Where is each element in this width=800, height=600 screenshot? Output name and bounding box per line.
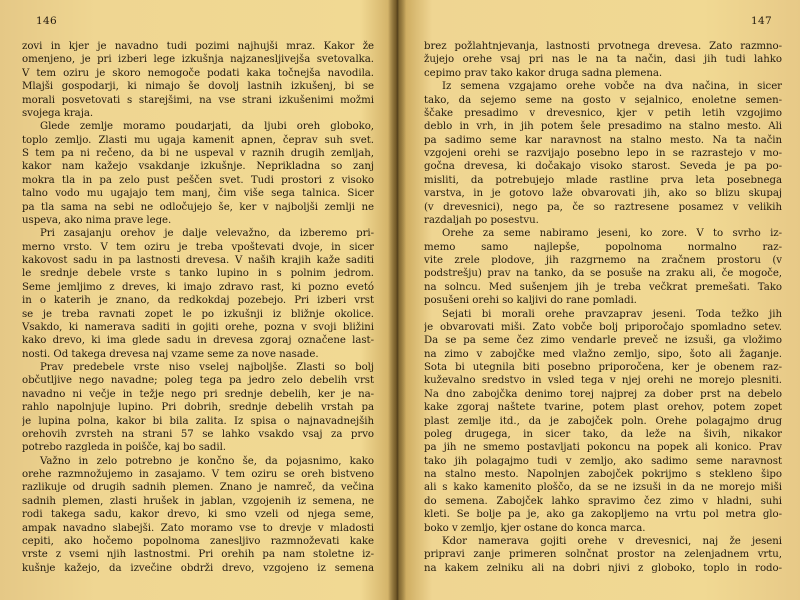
text-line: deblo in vrh, in jih potem šele presadimo na stalno mesto. Ali [424, 121, 782, 133]
text-line: cepiti, ako hočemo popolnoma zanesljivo razmnoževati kake [22, 535, 374, 547]
text-line: omenjeno, je pri izberi lege izkušnja najzanesljivejša svetovalka. [22, 54, 374, 66]
text-line: orehovih zvrsteh na strani 57 se lahko vsakdo vsaj za prvo [22, 428, 374, 440]
text-line: Važno in zelo potrebno je končno še, da pojasnimo, kako [40, 455, 374, 467]
text-line: boko v zemljo, kjer ostane do konca marca. [424, 522, 646, 534]
text-line: podstrešju) prav na tanko, da se posuše na zraku ali, če mogoče, [424, 268, 782, 280]
text-line: kleti. Se bolje pa je, ako ga zakopljemo na vrtu pol metra glo- [424, 509, 782, 521]
book-gutter [388, 0, 406, 600]
text-line: na stalno mesto. Napolnjen zabojček pokrijmo s stekleno šipo [424, 469, 782, 480]
text-line: tako, da sejemo seme na gosto v sejalnico, enoletne semen- [424, 94, 782, 106]
right-page [424, 0, 782, 600]
text-line: morali posvetovati s starejšimi, na vse strani izkušenimi možmi [22, 94, 374, 106]
right-page-number: 147 [751, 15, 772, 27]
text-line: Orehe za seme nabiramo jeseni, ko zore. V to svrho iz- [442, 228, 782, 240]
text-line: razlikuje od drugih sadnih plemen. Znano je namreč, da večina [22, 482, 374, 494]
text-line: sadnih plemen, zlasti hrušek in jablan, vzgojenih iz semena, ne [22, 495, 374, 507]
text-line: do semena. Zabojček lahko spravimo čez zimo v hladni, suhi [424, 495, 782, 507]
left-page-text [22, 40, 374, 575]
text-line: pripravi zanje primeren solnčnat prostor na zelenjadnem vrtu, [424, 549, 782, 561]
text-line: Da se pa seme čez zimo vendarle preveč ne izsuši, ga vložimo [424, 335, 782, 347]
text-line: vzgojeni orehi se razvijajo posebno lepo in se razrastejo v mo- [424, 148, 782, 159]
text-line: je obvarovati miši. Zato vobče bolj priporočajo spomladno setev. [424, 321, 782, 333]
text-line: Sejati bi morali orehe pravzaprav jeseni. Toda težko jih [442, 308, 782, 320]
text-line: le srednje debele vrste s tanko lupino in s polnim jedrom. [22, 268, 374, 280]
text-line: pa sadimo seme kar naravnost na stalno mesto. Na ta način [424, 134, 782, 146]
text-line: Kdor namerava gojiti orehe v drevesnici, naj že jeseni [442, 535, 782, 547]
text-line: razdaljah po posestvu. [424, 214, 539, 226]
right-page-text [424, 40, 782, 575]
text-line: pa tla sama na sebi ne odločujejo še, ker v najboljši zemlji ne [22, 201, 374, 213]
text-line: brez požlahtnjevanja, lastnosti prvotnega drevesa. Zato razmno- [424, 41, 782, 52]
text-line: potrebo razgleda in poišče, kaj bo sadil. [22, 442, 226, 454]
text-line: Mlajši gospodarji, ki nimajo še dovolj lastnih izkušenj, bi se [22, 81, 374, 93]
left-page [22, 0, 374, 600]
text-line: in o katerih je znano, da redkokdaj pozebejo. Pri izberi vrst [22, 295, 374, 307]
text-line: kušnje kažejo, da izvečine obdrži drevo, vzgojeno iz semena [22, 562, 374, 574]
text-line: toplo zemljo. Zlasti mu ugaja kamenit apnen, čeprav suh svet. [22, 134, 374, 146]
text-line: cepimo prav tako kakor druga sadna plemena. [424, 67, 663, 79]
text-line: uspeva, ako nima prave lege. [22, 214, 172, 226]
text-line: kakovost sadu in pa lastnosti drevesa. V našiħ krajih kaže saditi [22, 255, 374, 266]
text-line: Seme jemljimo z dreves, ki imajo zdravo rast, ki pozno evetó [22, 281, 374, 293]
text-line: na kakem zelniku ali na dobri njivi z globoko, toplo in rodo- [424, 562, 782, 574]
text-line: plast zemlje itd., da je zabojček poln. Orehe polagajmo drug [424, 415, 782, 427]
text-line: se je treba ravnati zopet le po izkušnji iz bližnje okolice. [22, 308, 374, 320]
text-line: ščake presadimo v drevesnico, kjer v petih letih vzgojimo [424, 107, 782, 119]
text-line: kake zgoraj naštete tvarine, potem plast orehov, potem zopet [424, 402, 782, 414]
text-line: ali s kako kamenito ploščo, da se ne izsuši in da ne morejo miši [424, 482, 782, 494]
text-line: zovi in kjer je navadno tudi pozimi najhujši mraz. Kakor že [22, 41, 374, 52]
text-line: Glede zemlje moramo poudarjati, da ljubi oreh globoko, [40, 121, 374, 133]
text-line: Pri zasajanju orehov je dalje velevažno, da izberemo pri- [40, 228, 374, 240]
text-line: kako drevo, ki ima glede sadu in drevesa zgoraj označene last- [22, 335, 374, 347]
text-line: talno vodo mu ugajajo tem manj, čim više sega talnica. Sicer [22, 188, 374, 200]
text-line: (v drevesnici), nego pa, če so raztresene posamez v velikih [424, 201, 782, 213]
text-line: navadno ni večje in težje nego pri srednje debelih, ker je na- [22, 388, 374, 400]
text-line: na zimo v zabojčke med vlažno zemljo, sipo, šoto ali žaganje. [424, 348, 782, 360]
text-line: Prav predebele vrste niso vselej najboljše. Zlasti so bolj [40, 362, 374, 373]
text-line: orehe razmnožujemo in zasajamo. V tem oziru se oreh bistveno [22, 469, 374, 480]
text-line: svojega kraja. [22, 107, 94, 119]
text-line: tako jih polagajmo tudi v zemljo, ako sadimo seme naravnost [424, 455, 782, 467]
text-line: rodi takega sadu, kakor drevo, ki smo vzeli od njega seme, [22, 509, 374, 521]
text-line: gočna drevesa, ki dočakajo visoko starost. Seveda je pa po- [424, 161, 782, 173]
text-line: kakor nam kažejo vsakdanje izkušnje. Neprikladna so zanj [22, 161, 374, 173]
text-line: rahlo napolnjuje lupino. Pri dobrih, srednje debelih vrstah pa [22, 402, 374, 414]
text-line: merno vrsto. V tem oziru je treba vpoštevati dvoje, in sicer [22, 241, 374, 253]
left-page-number: 146 [36, 15, 57, 27]
text-line: vite zrele plodove, jih razgrnemo na zračnem prostoru (v [424, 255, 782, 266]
text-line: V tem oziru je skoro nemogoče podati kaka točnejša navodila. [22, 67, 374, 79]
text-line: vrste z vsemi njih lastnostmi. Pri orehih pa nam stoletne iz- [22, 549, 374, 561]
text-line: ampak navadno slabejši. Zato moramo vse to drevje v mladosti [22, 522, 374, 534]
text-line: Na dno zabojčka denimo torej najprej za dober prst na debelo [424, 388, 782, 400]
text-line: Vsakdo, ki namerava saditi in gojiti orehe, pozna v svoji bližini [22, 321, 374, 333]
text-line: kuževalno sredstvo in vsled tega v njej orehi ne morejo plesniti. [424, 375, 782, 387]
text-line: nosti. Od takega drevesa naj vzame seme za nove nasade. [22, 348, 319, 360]
text-line: S tem pa ni rečeno, da bi ne uspeval v raznih drugih zemljah, [22, 148, 374, 159]
text-line: posušeni orehi so kaljivi do rane pomladi. [424, 295, 637, 307]
text-line: Sota bi utegnila biti posebno priporočena, ker je obenem raz- [424, 362, 782, 373]
text-line: varstva, in je gotovo laže obvarovati jih, ako so blizu skupaj [424, 188, 782, 200]
text-line: občutljive nego navadne; poleg tega pa jedro zelo debelih vrst [22, 375, 374, 387]
text-line: misliti, da potrebujejo mlade rastline prva leta posebnega [424, 174, 782, 186]
text-line: je lupina polna, kakor bi bila zalita. Iz spisa o najnavadnejših [22, 415, 374, 427]
text-line: memo samo najlepše, popolnoma normalno raz- [424, 241, 782, 253]
text-line: pa jih ne smemo postavljati pokoncu na popek ali konico. Prav [424, 442, 782, 454]
text-line: žujejo orehe vsaj pri nas le na ta način, dasi jih tudi lahko [424, 54, 782, 66]
text-line: Iz semena vzgajamo orehe vobče na dva načina, in sicer [442, 81, 782, 93]
text-line: poleg drugega, in sicer tako, da leže na šivih, nikakor [424, 428, 782, 440]
text-line: na solncu. Med sušenjem jih je treba večkrat premešati. Tako [424, 281, 782, 293]
text-line: mokra tla in pa zelo pust peščen svet. Tudi prostori z visoko [22, 174, 374, 186]
